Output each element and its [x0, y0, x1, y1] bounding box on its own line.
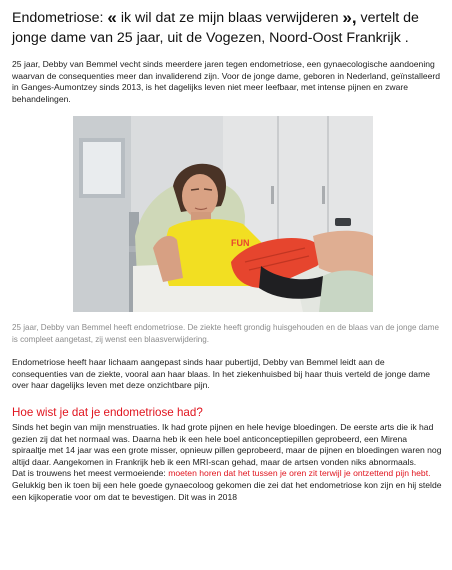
photo-remote — [335, 218, 351, 226]
headline-prefix: Endometriose: — [12, 10, 108, 26]
photo-window — [83, 142, 121, 194]
photo-blanket — [319, 271, 373, 312]
photo-cabinet-handle — [271, 186, 274, 204]
section-paragraph-2: Gelukkig ben ik toen bij een hele goede gynaecoloog gekomen die zei dat het endometriose kon zijn en hij stelde een kijkoperatie voor om dat te bevestigen. Dit was in 2018 — [12, 479, 442, 502]
quote-line-prefix: Dat is trouwens het meest vermoeiende: — [12, 468, 169, 479]
intro-paragraph: 25 jaar, Debby van Bemmel vecht sinds meerdere jaren tegen endometriose, een gynaecologische aandoening waarvan de consequenties meer dan invaliderend zijn. Voor de jonge dame, geboren in Nederland, geïnstalleerd in Ganges-Aumontzey sinds 2013, is het dagelijks leven niet meer leefbaar, met intense pijnen en zware behandelingen. — [12, 59, 441, 104]
quote-line-highlight: moeten horen dat het tussen je oren zit terwijl je ontzettend pijn hebt. — [168, 468, 431, 479]
article-headline — [12, 8, 442, 48]
article — [12, 8, 442, 503]
body-paragraph: Endometriose heeft haar lichaam aangepast sinds haar pubertijd, Debby van Bemmel leidt aan de consequenties van de ziekte, vooral aan haar blaas. In het ziekenhuisbed bij haar thuis verteld de jonge dame over haar dagelijks leven met deze onzichtbare pijn. — [12, 357, 431, 391]
photo-caption: 25 jaar, Debby van Bemmel heeft endometriose. De ziekte heeft grondig huisgehouden en de blaas van de jonge dame is compleet aangetast, zij wenst een blaasverwijdering. — [12, 323, 440, 344]
section-paragraph-1: Sinds het begin van mijn menstruaties. Ik had grote pijnen en hele hevige bloedingen. De eerste arts die ik had gezien zij dat het normaal was. Daarna heb ik een hele boel anticonceptiepillen geprobeerd, een Mirena spiraaltje met 14 jaar was een grote misser, opnieuw pillen geprobeerd, maar de pijnen en bloedingen waren nog altijd daar. Aangekomen in Frankrijk heb ik een MRI-scan gehad, maar de artsen vonden niks abnormaals. — [12, 421, 442, 467]
photo-illustration — [73, 116, 373, 312]
headline-suffix: vertelt de jonge dame van 25 jaar, uit de Vogezen, Noord-Oost Frankrijk . — [12, 10, 419, 46]
headline-close-quote: », — [342, 8, 357, 27]
section-quote-line — [12, 468, 442, 480]
photo-cabinet-handle — [322, 186, 325, 204]
photo-face — [182, 174, 218, 218]
article-photo — [73, 116, 373, 312]
headline-open-quote: « — [107, 8, 117, 27]
photo-leg — [313, 231, 373, 276]
section-heading: Hoe wist je dat je endometriose had? — [12, 405, 203, 419]
headline-quote-text: ik wil dat ze mijn blaas verwijderen — [116, 10, 343, 26]
photo-shirt-print: FUN — [231, 238, 250, 249]
